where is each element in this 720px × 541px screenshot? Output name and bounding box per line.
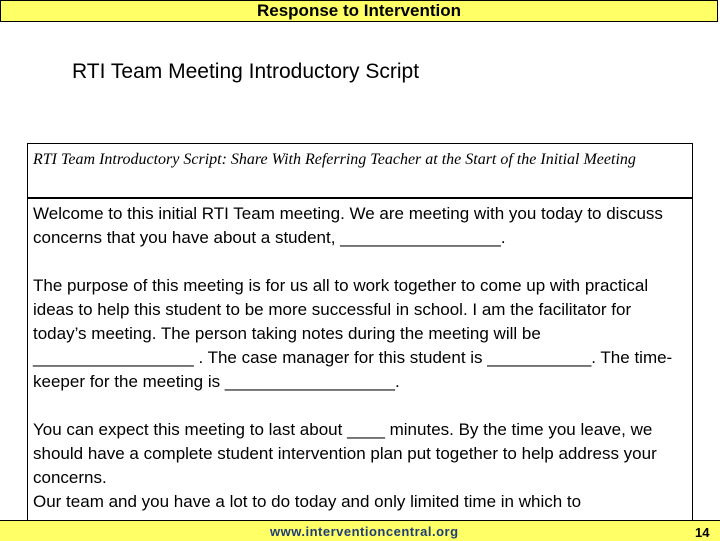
top-banner <box>0 0 718 22</box>
script-box-header: RTI Team Introductory Script: Share With Referring Teacher at the Start of the Initial Meeting <box>28 144 692 199</box>
footer-url[interactable]: www.interventioncentral.org <box>270 524 459 539</box>
slide-title: RTI Team Meeting Introductory Script <box>72 60 420 83</box>
script-paragraph-expectation: You can expect this meeting to last about ____ minutes. By the time you leave, we should have a complete student intervention plan put together to help address your concerns. <box>33 420 657 487</box>
script-paragraph-purpose: The purpose of this meeting is for us all to work together to come up with practical ideas to help this student to be more successful in school. I am the facilitator for today’s meeting. The person taking notes during the meeting will be _________________ . The case manager for this student is ___________. The time-keeper for the meeting is __________________. <box>33 276 673 391</box>
script-box-body <box>28 199 692 514</box>
banner-title: Response to Intervention <box>256 1 462 20</box>
page-number: 14 <box>695 525 710 540</box>
script-box <box>27 143 693 540</box>
script-paragraph-welcome: Welcome to this initial RTI Team meeting. We are meeting with you today to discuss concerns that you have about a student, _________________. <box>33 204 663 247</box>
script-paragraph-closing: Our team and you have a lot to do today and only limited time in which to <box>33 492 582 511</box>
